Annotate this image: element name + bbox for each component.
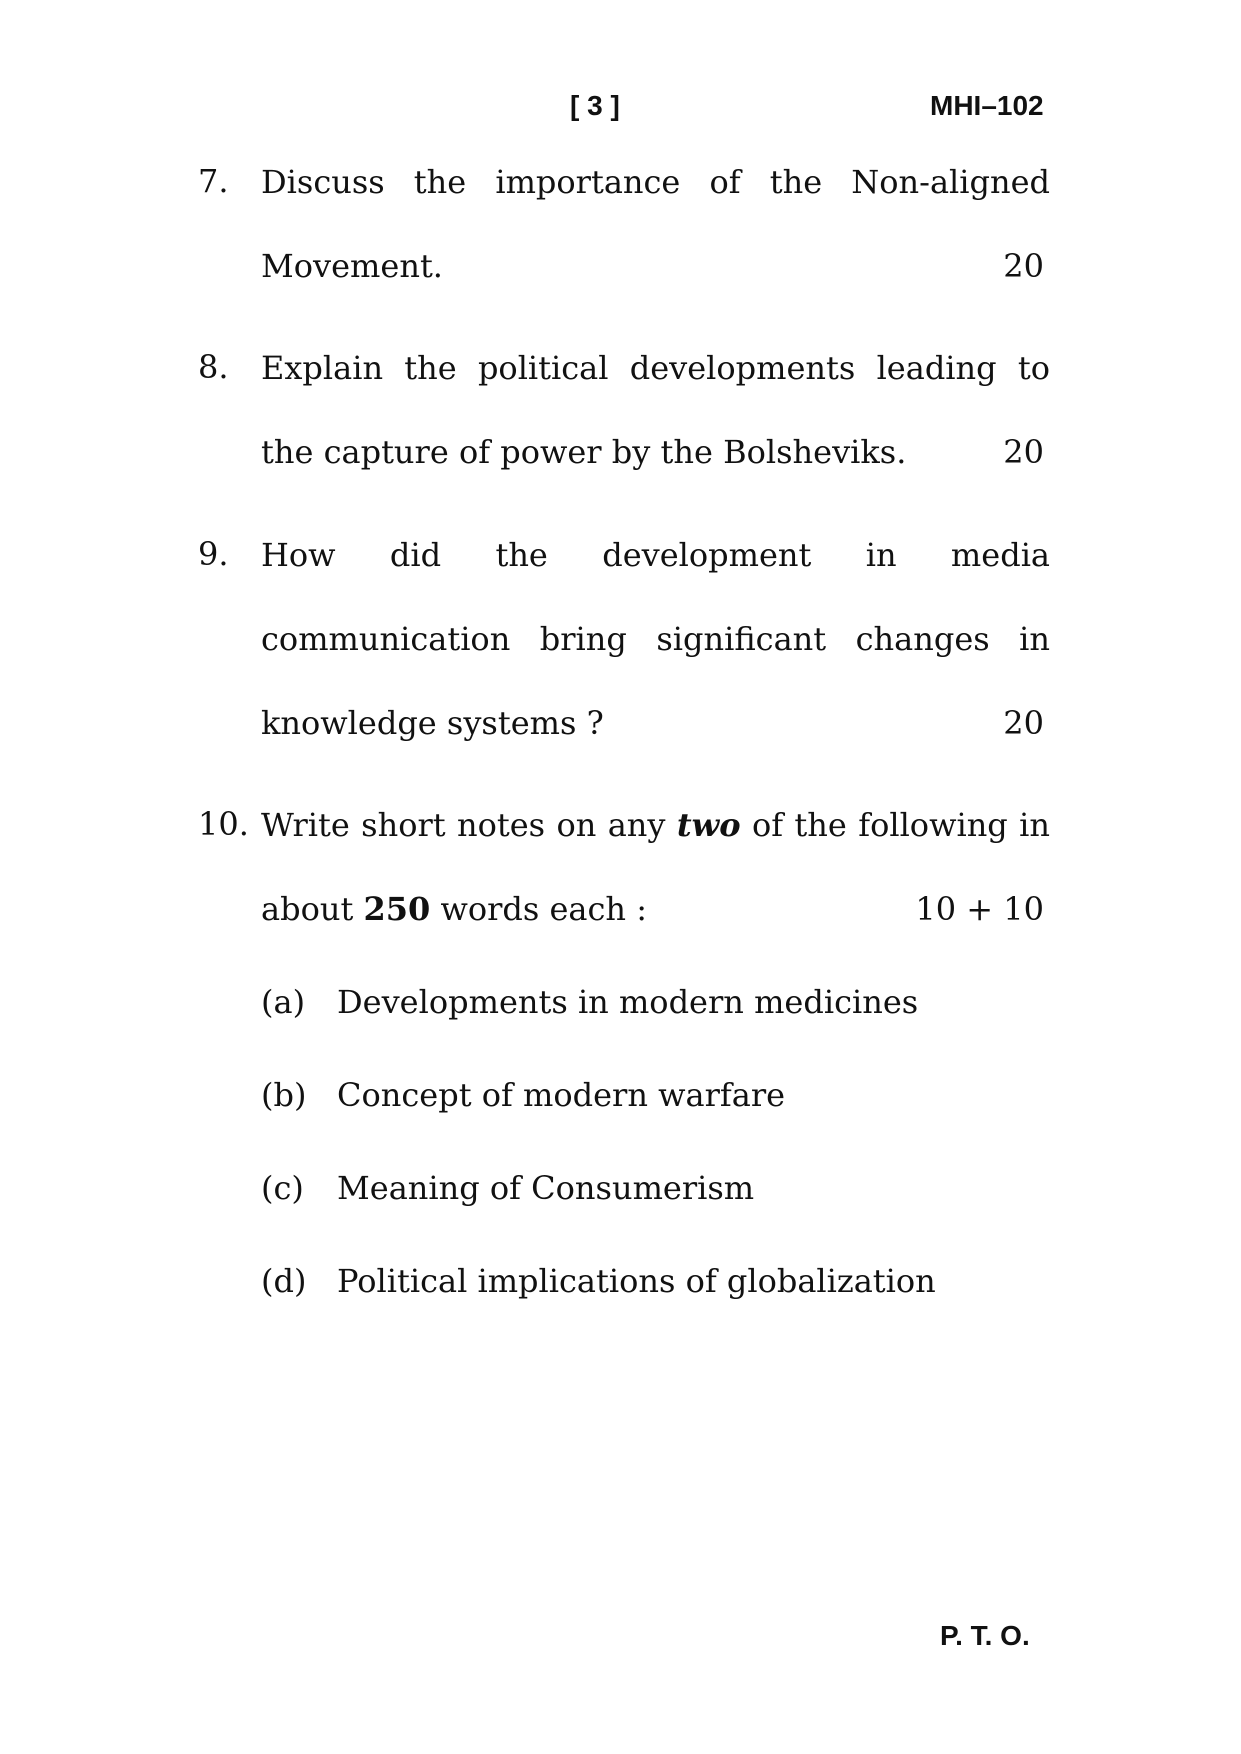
question-text-line: communication bring significant changes in	[261, 620, 1050, 658]
question-text: about	[261, 890, 364, 928]
question-number: 10.	[198, 805, 249, 843]
question-text-line: Discuss the importance of the Non-aligned	[261, 163, 1050, 201]
sub-item-label: (d)	[261, 1262, 307, 1300]
sub-item-text: Meaning of Consumerism	[337, 1169, 755, 1207]
question-text-line-last	[261, 432, 1050, 472]
page-number: [ 3 ]	[570, 90, 620, 121]
question-text-line-last	[261, 703, 1050, 743]
question-text: of the following in	[740, 806, 1051, 844]
question-number: 8.	[198, 348, 229, 386]
question-marks: 20	[1003, 247, 1044, 285]
pto-marker: P. T. O.	[940, 1620, 1030, 1651]
emphasis-two: two	[676, 806, 741, 844]
question-text-line: How did the development in media	[261, 536, 1050, 574]
sub-item-text: Developments in modern medicines	[337, 983, 919, 1021]
question-marks: 20	[1003, 704, 1044, 742]
sub-item-label: (c)	[261, 1169, 304, 1207]
sub-item-text: Political implications of globalization	[337, 1262, 936, 1300]
question-number: 7.	[198, 162, 229, 200]
question-marks: 20	[1003, 433, 1044, 471]
word-count: 250	[363, 890, 431, 928]
question-text-line-last	[261, 246, 1050, 286]
question-text: words each :	[430, 890, 647, 928]
question-text-line	[261, 805, 1050, 845]
sub-item-label: (b)	[261, 1076, 307, 1114]
question-text-line: Explain the political developments leading to	[261, 349, 1050, 387]
course-code: MHI–102	[930, 90, 1044, 121]
question-text: Write short notes on any	[261, 806, 677, 844]
question-number: 9.	[198, 535, 229, 573]
question-text-line-last	[261, 889, 1050, 929]
question-text: the capture of power by the Bolsheviks.	[261, 433, 907, 471]
sub-item-label: (a)	[261, 983, 306, 1021]
question-text: knowledge systems ?	[261, 704, 604, 742]
sub-item-text: Concept of modern warfare	[337, 1076, 786, 1114]
question-text: Movement.	[261, 247, 443, 285]
question-marks: 10 + 10	[915, 890, 1044, 928]
